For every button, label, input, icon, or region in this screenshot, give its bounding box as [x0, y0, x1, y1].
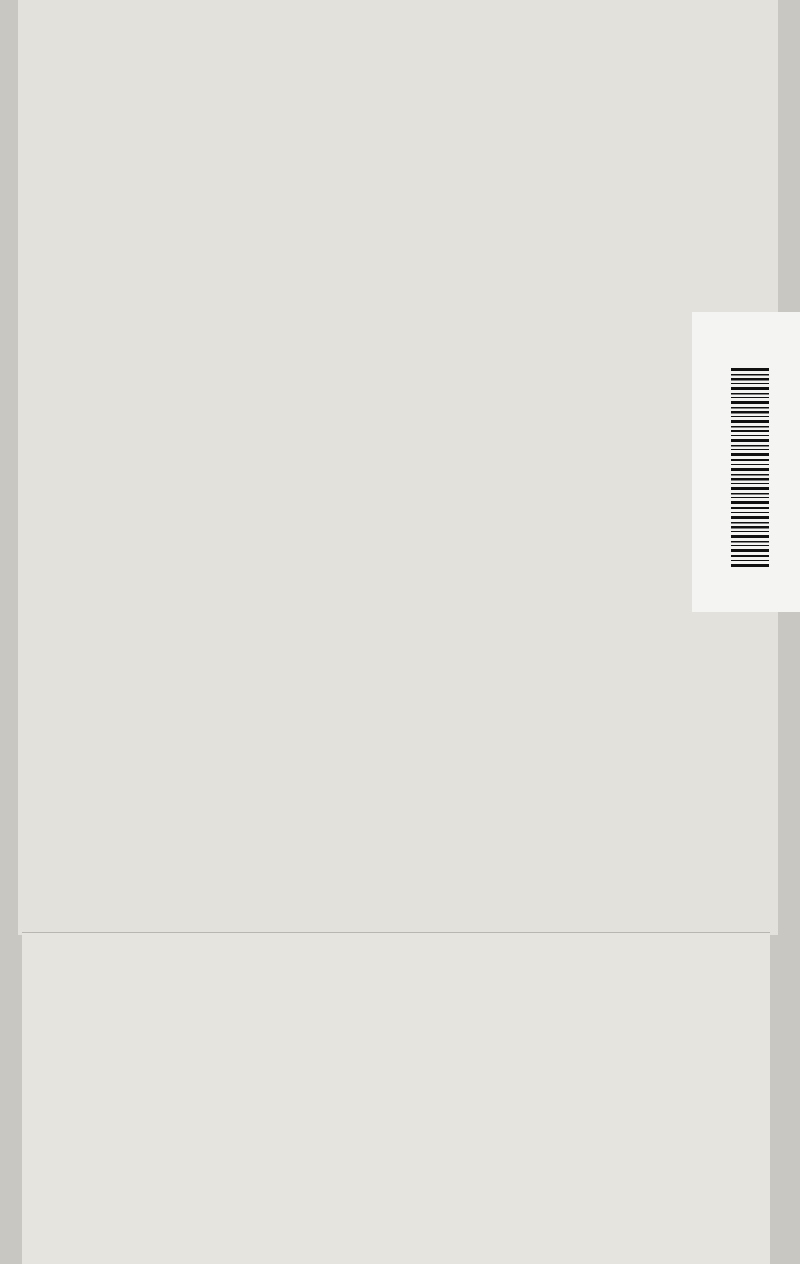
barcode-institution: [705, 375, 725, 565]
printed-label-bottom: [22, 932, 770, 1264]
printed-label-top: [18, 0, 778, 935]
barcode-number: [774, 400, 796, 560]
barcode-icon: [731, 368, 769, 568]
